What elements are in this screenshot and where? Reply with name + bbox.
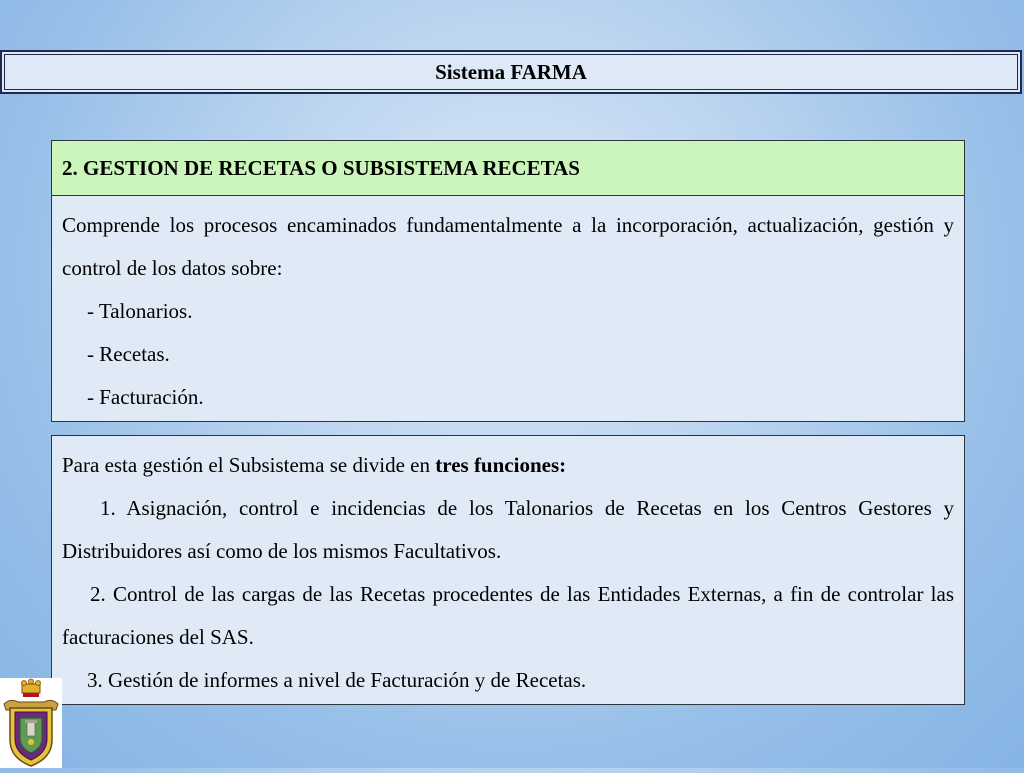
title-bar [0,50,1022,94]
coat-of-arms-icon [0,678,62,768]
functions-intro [62,444,954,487]
list-item: - Recetas. [87,342,170,366]
function-item-3: 3. Gestión de informes a nivel de Facturación y de Recetas. [87,668,587,692]
function-item-2: 2. Control de las cargas de las Recetas procedentes de las Entidades Externas, a fin de controlar las facturaciones del SAS. [62,582,954,649]
intro-paragraph: Comprende los procesos encaminados fundamentalmente a la incorporación, actualización, gestión y control de los datos sobre: [62,213,954,280]
funciones-panel [51,435,965,705]
list-item: - Facturación. [87,385,204,409]
intro-text: Para esta gestión el Subsistema se divide en [62,453,436,477]
page-title: Sistema FARMA [435,59,587,84]
list-item: - Talonarios. [87,299,193,323]
intro-bold: tres funciones: [435,453,567,477]
recetas-panel [51,140,965,422]
panel-body [52,436,964,702]
function-item-1: 1. Asignación, control e incidencias de los Talonarios de Recetas en los Centros Gestores y Distribuidores así como de los mismos Facultativos. [62,496,954,563]
panel-heading: 2. GESTION DE RECETAS O SUBSISTEMA RECETAS [52,141,964,196]
panel-body [52,196,964,419]
